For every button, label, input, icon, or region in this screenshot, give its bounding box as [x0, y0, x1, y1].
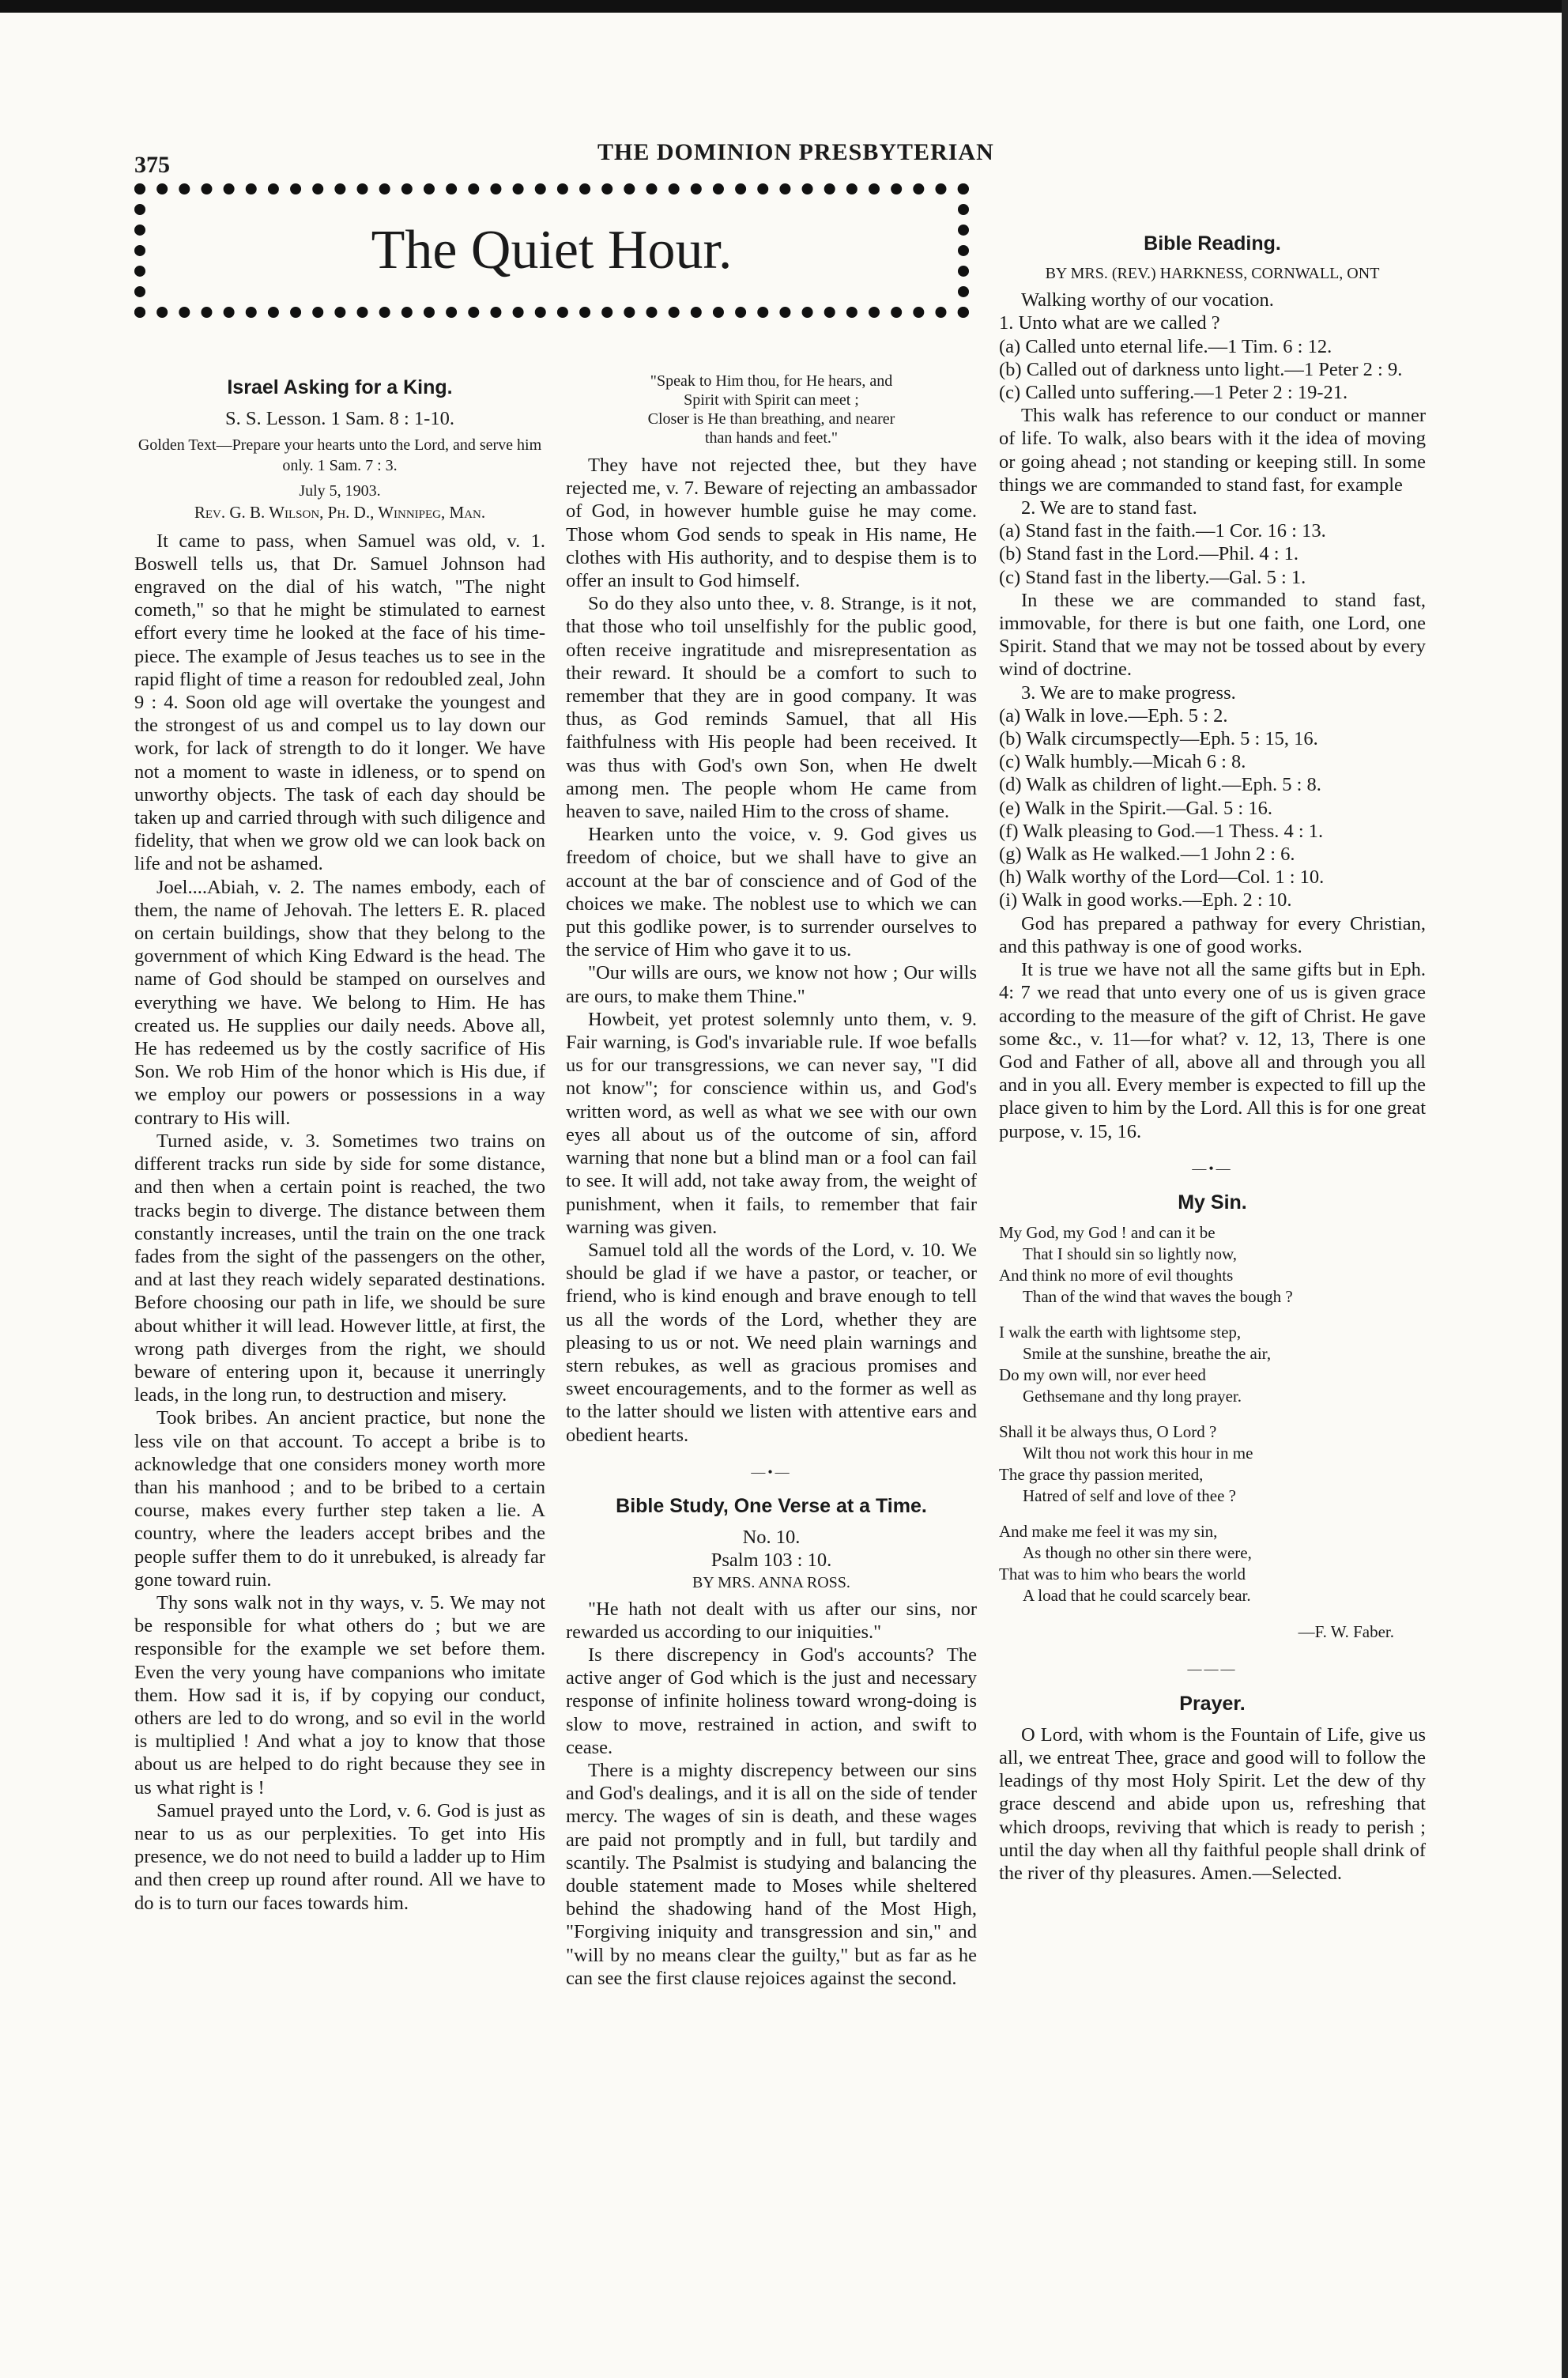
poem-line: A load that he could scarcely bear. — [1023, 1586, 1251, 1606]
reading-line: 1. Unto what are we called ? — [999, 312, 1220, 334]
lesson-heading: Israel Asking for a King. — [227, 376, 453, 398]
prayer-text: O Lord, with whom is the Fountain of Life, give us all, we entreat Thee, grace and good will to follow the leadings of thy most Holy Spirit. Let the dew of thy grace descend and abide upon us, refreshing that which droops, reviving that which is ready to perish ; until the day when all thy faithful people shall drink of the river of thy pleasures. Amen.—Selected. — [999, 1723, 1426, 1884]
reading-line: (i) Walk in good works.—Eph. 2 : 10. — [999, 889, 1292, 912]
section-title-box — [134, 183, 969, 318]
poem-author: —F. W. Faber. — [1298, 1622, 1394, 1642]
reading-line: In these we are commanded to stand fast, immovable, for there is but one faith, one Lord, one Spirit. Stand that we may not be tossed about by every wind of doctrine. — [999, 589, 1426, 681]
scan-right-edge — [1562, 0, 1568, 2378]
column-1 — [134, 372, 545, 1915]
study-number: No. 10. — [742, 1527, 801, 1549]
scan-top-edge — [0, 0, 1568, 13]
paragraph: "He hath not dealt with us after our sins, nor rewarded us according to our iniquities." — [566, 1598, 977, 1643]
psalm-reference: Psalm 103 : 10. — [710, 1549, 832, 1572]
poem-line: The grace thy passion merited, — [999, 1465, 1204, 1485]
poem-line: Gethsemane and thy long prayer. — [1023, 1387, 1242, 1406]
poem — [999, 1222, 1426, 1606]
poem-stanza — [999, 1421, 1426, 1507]
poem-line: Do my own will, nor ever heed — [999, 1365, 1206, 1385]
reading-line: (e) Walk in the Spirit.—Gal. 5 : 16. — [999, 797, 1272, 819]
poem-stanza — [999, 1222, 1426, 1308]
poem-line: Smile at the sunshine, breathe the air, — [1023, 1344, 1272, 1364]
column-2 — [566, 372, 977, 1990]
reading-line: (b) Walk circumspectly—Eph. 5 : 15, 16. — [999, 728, 1318, 750]
quote-line: "Speak to Him thou, for He hears, and — [650, 372, 893, 390]
poem-line: That was to him who bears the world — [999, 1565, 1246, 1584]
bible-study-heading: Bible Study, One Verse at a Time. — [616, 1494, 927, 1517]
reading-line: (b) Stand fast in the Lord.—Phil. 4 : 1. — [999, 543, 1299, 565]
reading-line: This walk has reference to our conduct or manner of life. To walk, also bears with it the idea of moving or going ahead ; not standing or keeping still. In some things we are commanded to stand fast, for example — [999, 405, 1426, 496]
poem-line: Than of the wind that waves the bough ? — [1023, 1287, 1293, 1307]
reading-line: God has prepared a pathway for every Christian, and this pathway is one of good works. — [999, 912, 1426, 957]
reading-line: (d) Walk as children of light.—Eph. 5 : 8. — [999, 774, 1321, 796]
paragraph: Turned aside, v. 3. Sometimes two trains on different tracks run side by side for some distance, and then when a certain point is reached, the two tracks begin to diverge. The distance between them constantly increases, until the train on the one track fades from the sight of the passengers on the other, and at last they reach widely separated destinations. Before choosing our path in life, we should be sure about whither it will lead. However little, at first, the wrong path diverges from the right, we should beware of entering upon it, because it unerringly leads, in the long run, to destruction and misery. — [134, 1130, 545, 1406]
separator: ——— — [1187, 1661, 1238, 1678]
paragraph: So do they also unto thee, v. 8. Strange, is it not, that those who toil unselfishly for the public good, often receive ingratitude and misrepresentation as their reward. It should be a comfort to such to remember that they are in good company. It was thus, as God reminds Samuel, that all His faithfulness with His people had been received. It was thus with God's own Son, when He dwelt among men. The people whom He came from heaven to save, nailed Him to the cross of shame. — [566, 593, 977, 823]
paragraph: Took bribes. An ancient practice, but none the less vile on that account. To accept a bribe is to acknowledge that one considers money worth more than his manhood ; and to be bribed to a certain course, makes every further step taken a lie. A country, where the leaders accept bribes and the people suffer them to do it unrebuked, is already far gone toward ruin. — [134, 1407, 545, 1591]
quote-line: Closer is He than breathing, and nearer — [647, 410, 895, 428]
paragraph: Thy sons walk not in thy ways, v. 5. We may not be responsible for what others do ; but we are responsible for the example we set before them. Even the very young have companions who imitate them. How sad it is, if by copying our conduct, others are led to do wrong, and so evil in the world is multiplied ! And what a joy to know that those about us are helped to do right because they see in us what right is ! — [134, 1591, 545, 1799]
reading-line: Walking worthy of our vocation. — [1021, 289, 1274, 311]
running-title: THE DOMINION PRESBYTERIAN — [597, 139, 994, 165]
poem-stanza — [999, 1322, 1426, 1407]
paragraph: Howbeit, yet protest solemnly unto them, v. 9. Fair warning, is God's invariable rule. If woe befalls us for our transgressions, we can never say, "I did not know"; for conscience within us, and God's written word, as well as what we see with our own eyes all about us of the outcome of sin, afford warning that none but a blind man or a fool can fail to see. It will add, not take away from, the weight of punishment, when it fails, to remember that fair warning was given. — [566, 1008, 977, 1238]
reading-line: (f) Walk pleasing to God.—1 Thess. 4 : 1. — [999, 820, 1324, 842]
poem-line: Hatred of self and love of thee ? — [1023, 1486, 1236, 1506]
paragraph: Joel....Abiah, v. 2. The names embody, each of them, the name of Jehovah. The letters E. R. placed on certain buildings, show that they belong to the government of which King Edward is the head. The name of God should be stamped on ourselves and everything we have. We belong to Him. He has created us. He supplies our daily needs. Above all, He has redeemed us by the costly sacrifice of His Son. We rob Him of the honor which is His due, if we employ our powers or possessions in a way contrary to His will. — [134, 876, 545, 1129]
separator: —•— — [751, 1463, 792, 1480]
reading-line: 2. We are to stand fast. — [1021, 497, 1197, 519]
reading-line: It is true we have not all the same gifts but in Eph. 4: 7 we read that unto every one of us is given grace according to the measure of the gift of Christ. He gave some &c., v. 11—for what? v. 12, 13, There is one God and Father of all, above all and through you all and in you all. Every member is expected to fill up the place given to him by the Lord. All this is for one great purpose, v. 15, 16. — [999, 959, 1426, 1142]
reading-line: (c) Walk humbly.—Micah 6 : 8. — [999, 751, 1246, 773]
prayer-title: Prayer. — [1179, 1692, 1246, 1715]
paragraph: There is a mighty discrepency between our sins and God's dealings, and it is all on the side of tender mercy. The wages of sin is death, and these wages are paid not promptly and in full, but tardily and scantily. The Psalmist is studying and balancing the double statement made to Moses while sheltered behind the shadowing hand of the Most High, "Forgiving iniquity and transgression and sin," and "will by no means clear the guilty," but as far as he can see the first clause rejoices against the second. — [566, 1759, 977, 1989]
poem-title: My Sin. — [1178, 1191, 1247, 1214]
reading-line: (h) Walk worthy of the Lord—Col. 1 : 10. — [999, 866, 1325, 889]
poem-line: Shall it be always thus, O Lord ? — [999, 1422, 1217, 1442]
poem-line: And think no more of evil thoughts — [999, 1266, 1234, 1285]
quote-line: Spirit with Spirit can meet ; — [684, 391, 859, 409]
poem-line: Wilt thou not work this hour in me — [1023, 1444, 1253, 1463]
reading-line: 3. We are to make progress. — [1021, 681, 1236, 704]
paragraph: It came to pass, when Samuel was old, v. 1. Boswell tells us, that Dr. Samuel Johnson had engraved on the dial of his watch, "The night cometh," so that he might be stimulated to earnest effort every time he looked at the face of his time-piece. The example of Jesus teaches us to see in the rapid flight of time a reason for redoubled zeal, John 9 : 4. Soon old age will overtake the youngest and the strongest of us and compel us to lay down our work, for lack of strength to do it longer. We have not a moment to waste in idleness, or to spend on unworthy objects. The task of each day should be taken up and carried through with such diligence and fidelity, that when we grow old we can look back on life and not be ashamed. — [134, 530, 545, 875]
section-title: The Quiet Hour. — [371, 220, 733, 281]
bible-reading-heading: Bible Reading. — [1144, 232, 1281, 255]
lesson-date: July 5, 1903. — [299, 482, 381, 500]
reading-line: (b) Called out of darkness unto light.—1 Peter 2 : 9. — [999, 358, 1403, 380]
reading-line: (a) Called unto eternal life.—1 Tim. 6 : 12. — [999, 335, 1332, 357]
reading-line: (c) Stand fast in the liberty.—Gal. 5 : 1. — [999, 566, 1306, 588]
reading-byline: BY MRS. (REV.) HARKNESS, CORNWALL, ONT — [1045, 265, 1380, 283]
poem-line: My God, my God ! and can it be — [999, 1223, 1216, 1243]
paragraph: Samuel told all the words of the Lord, v. 10. We should be glad if we have a pastor, or teacher, or friend, who is kind enough and brave enough to tell us all the words of the Lord, whether they are pleasing to us or not. We need plain warnings and stern rebukes, as well as gracious promises and sweet encouragements, and to the former as well as to the latter should we listen with attentive ears and obedient hearts. — [566, 1239, 977, 1446]
paragraph: They have not rejected thee, but they have rejected me, v. 7. Beware of rejecting an ambassador of God, in however humble guise he may come. Those whom God sends to speak in His name, He clothes with His authority, and to despise them is to offer an insult to God himself. — [566, 455, 977, 592]
poem-stanza — [999, 1521, 1426, 1606]
study-byline: BY MRS. ANNA ROSS. — [692, 1573, 850, 1591]
paragraph: Is there discrepency in God's accounts? The active anger of God which is the just and necessary response of infinite holiness toward wrong-doing is slow to move, restrained in action, and swift to cease. — [566, 1644, 977, 1758]
lesson-reference: S. S. Lesson. 1 Sam. 8 : 1-10. — [225, 408, 454, 430]
separator: —•— — [1192, 1160, 1233, 1176]
column-3 — [999, 228, 1426, 1885]
reading-line: (a) Stand fast in the faith.—1 Cor. 16 : 13. — [999, 520, 1326, 542]
poem-line: That I should sin so lightly now, — [1023, 1244, 1238, 1264]
paragraph: Hearken unto the voice, v. 9. God gives us freedom of choice, but we shall have to give an account at the bar of conscience and of God of the choices we make. The noblest use to which we can put this godlike power, is to surrender ourselves to the service of Him who gave it to us. — [566, 824, 977, 961]
golden-text: Golden Text—Prepare your hearts unto the Lord, and serve him only. 1 Sam. 7 : 3. — [138, 436, 542, 475]
reading-line: (a) Walk in love.—Eph. 5 : 2. — [999, 704, 1228, 727]
reading-line: (g) Walk as He walked.—1 John 2 : 6. — [999, 844, 1295, 866]
lesson-author: Rev. G. B. Wilson, Ph. D., Winnipeg, Man. — [194, 503, 486, 523]
paragraph: Samuel prayed unto the Lord, v. 6. God is just as near to us as our perplexities. To get into His presence, we do not need to build a ladder up to Him and then creep up round after round. All we have to do is to turn our faces towards him. — [134, 1799, 545, 1914]
quote-line: than hands and feet." — [704, 429, 839, 447]
poem-line: And make me feel it was my sin, — [999, 1522, 1218, 1542]
verse-quote — [566, 372, 977, 447]
reading-line: (c) Called unto suffering.—1 Peter 2 : 19-21. — [999, 382, 1348, 404]
poem-line: I walk the earth with lightsome step, — [999, 1323, 1242, 1342]
paragraph: "Our wills are ours, we know not how ; Our wills are ours, to make them Thine." — [566, 962, 977, 1007]
page-number: 375 — [134, 152, 170, 178]
poem-line: As though no other sin there were, — [1023, 1543, 1252, 1563]
